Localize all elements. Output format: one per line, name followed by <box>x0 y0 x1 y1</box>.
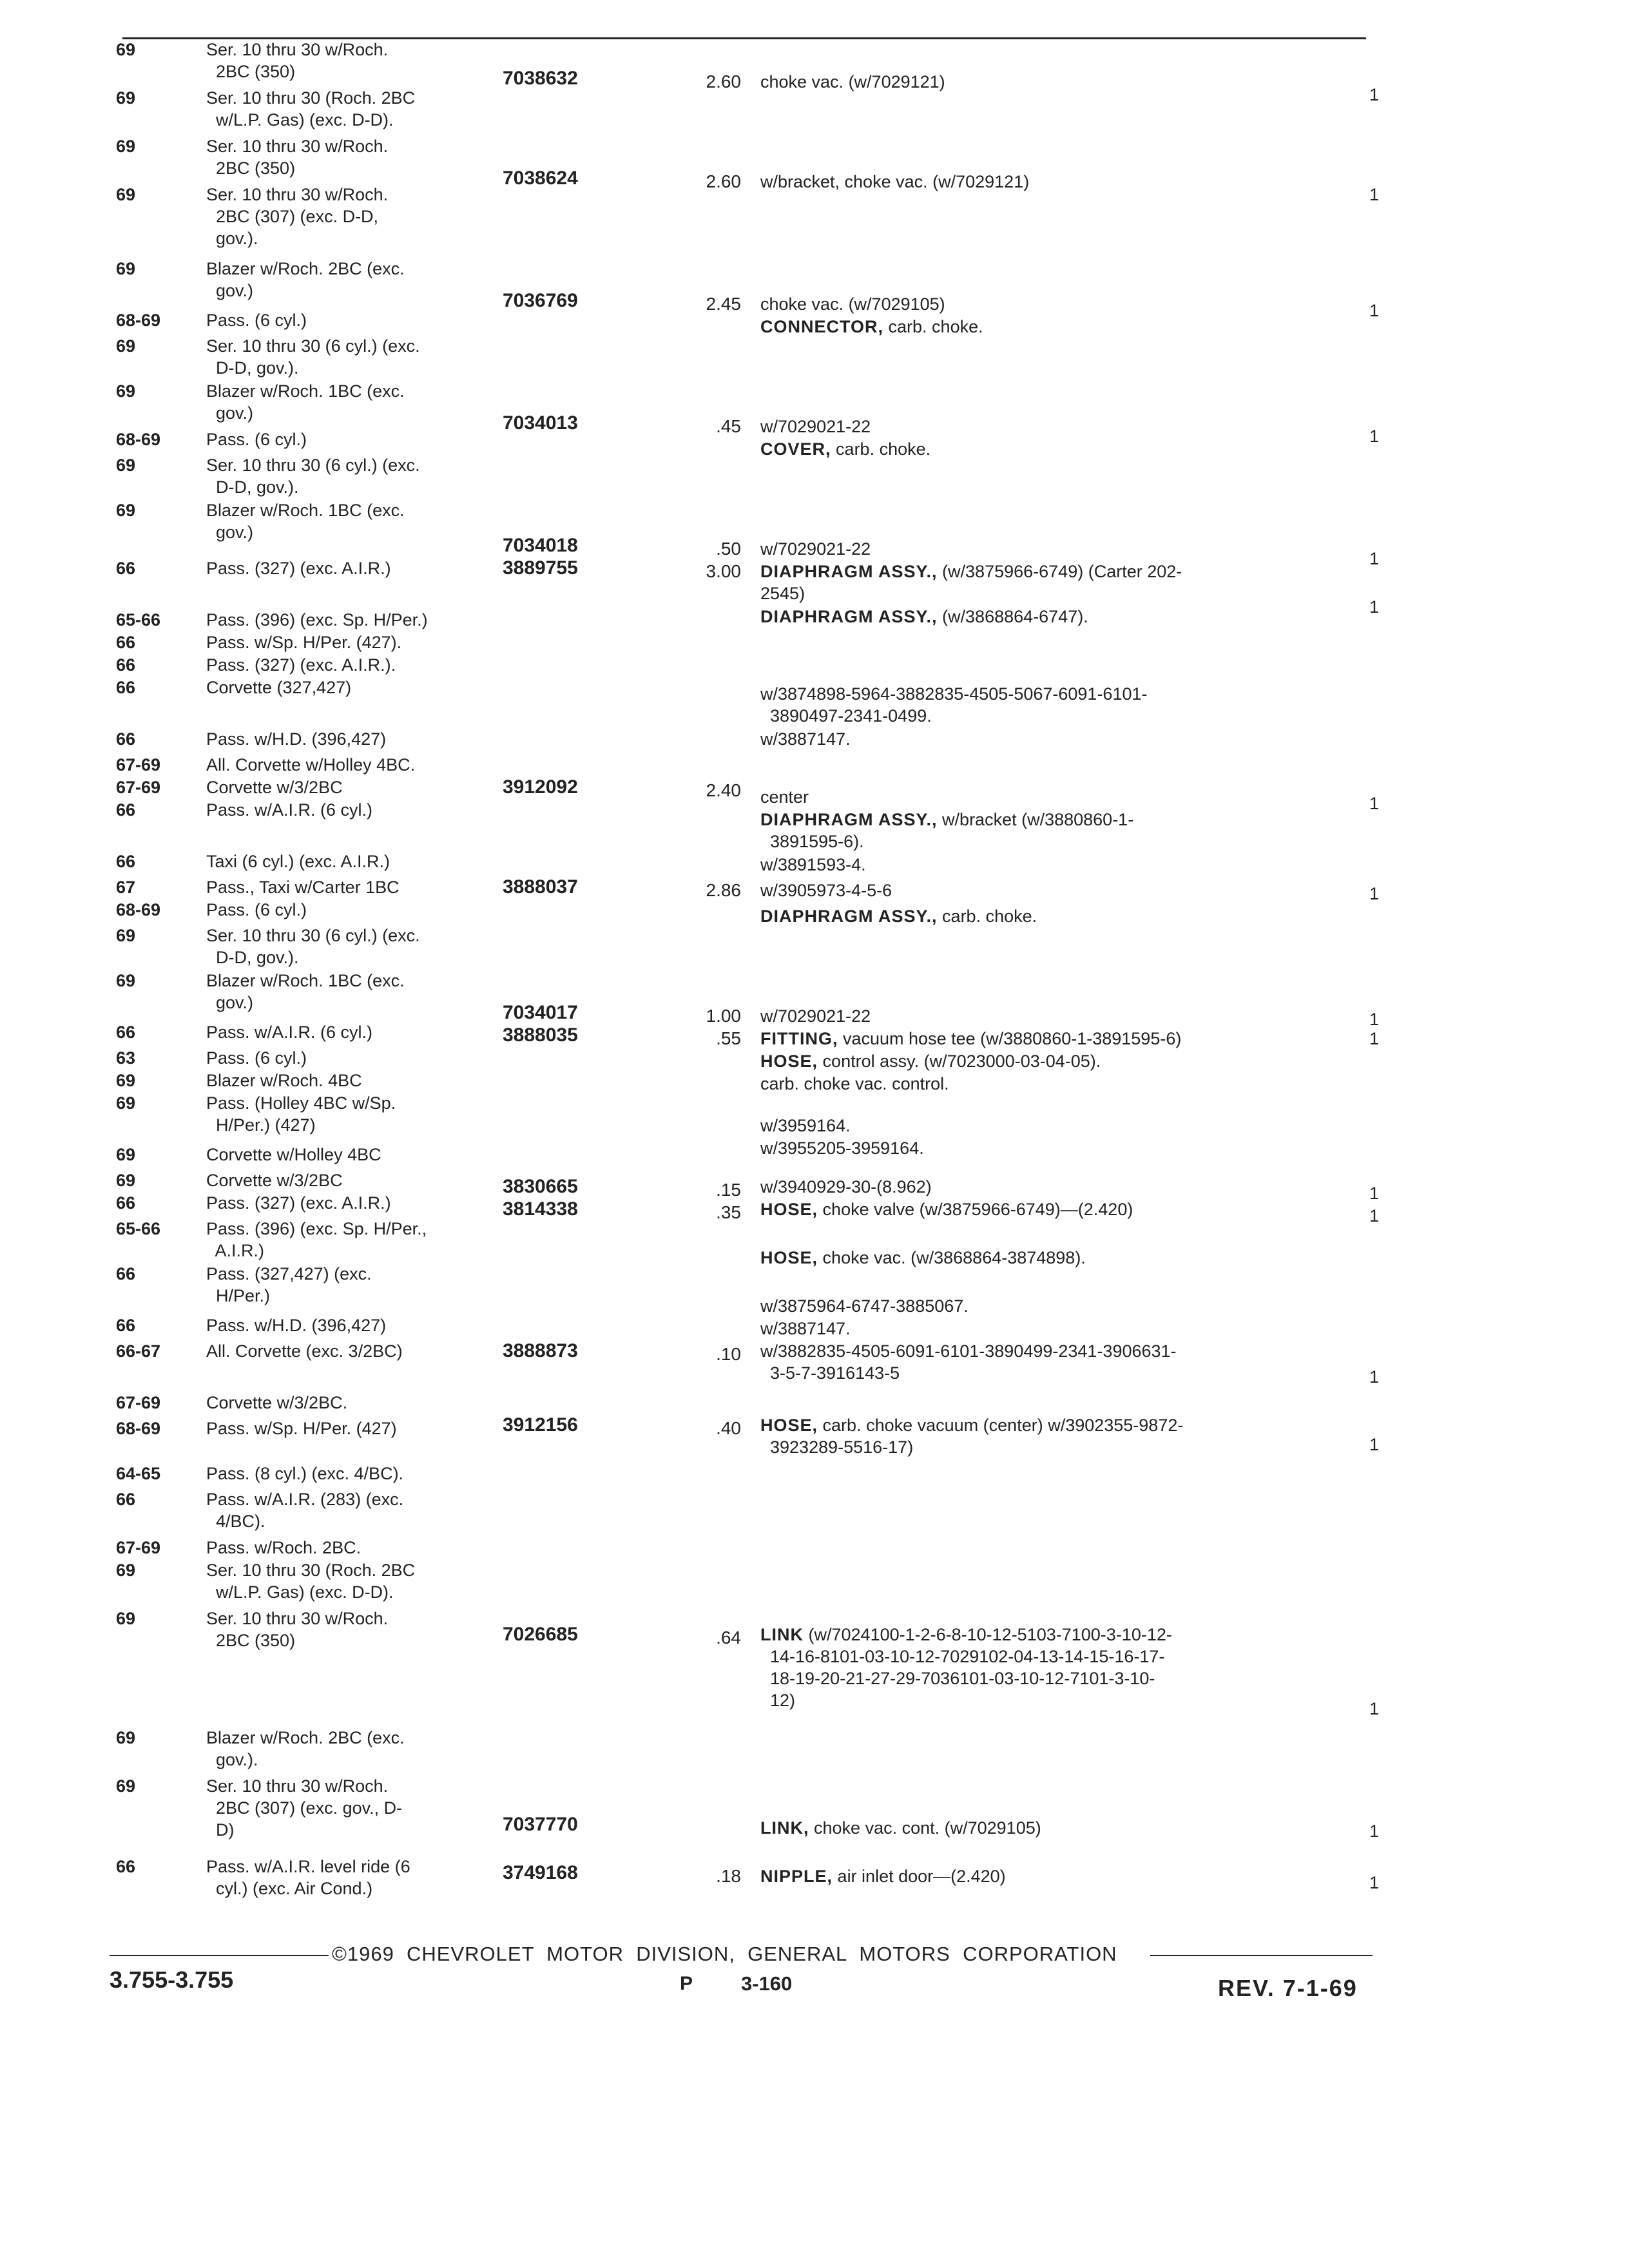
quantity: 1 <box>1369 549 1379 568</box>
application-text: Pass. (327) (exc. A.I.R.) <box>206 559 391 578</box>
description-text: w/3955205-3959164. <box>760 1139 924 1158</box>
part-number: 7036769 <box>503 290 578 311</box>
description-text: choke vac. (w/7029121) <box>760 72 945 91</box>
description-text: vacuum hose tee (w/3880860-1-3891595-6) <box>843 1029 1182 1048</box>
part-description <box>760 1624 1353 1711</box>
application-text: Blazer w/Roch. 2BC (exc. gov.). <box>206 1728 405 1769</box>
part-number: 3749168 <box>503 1862 578 1883</box>
list-price: .55 <box>716 1028 741 1048</box>
part-name: NIPPLE, <box>760 1867 833 1886</box>
model-year: 66 <box>116 655 136 675</box>
application-text: Pass. (6 cyl.) <box>206 430 307 449</box>
description-text: choke valve (w/3875966-6749)—(2.420) <box>822 1200 1133 1219</box>
application-text: Ser. 10 thru 30 (6 cyl.) (exc. D-D, gov.). <box>206 926 420 967</box>
footer-copyright: ©1969 CHEVROLET MOTOR DIVISION, GENERAL MOTORS CORPORATION <box>332 1943 1117 1965</box>
part-number: 3888035 <box>503 1024 578 1046</box>
model-year: 67-69 <box>116 755 161 774</box>
part-description <box>760 1414 1353 1458</box>
list-price: 1.00 <box>706 1006 741 1026</box>
part-number: 7034018 <box>503 535 578 556</box>
application-text: Blazer w/Roch. 1BC (exc. gov.) <box>206 501 405 542</box>
application-text: Blazer w/Roch. 1BC (exc. gov.) <box>206 381 405 423</box>
application-text: Pass. (Holley 4BC w/Sp. H/Per.) (427) <box>206 1093 396 1135</box>
application-text: Pass. (8 cyl.) (exc. 4/BC). <box>206 1464 404 1483</box>
quantity: 1 <box>1369 85 1379 104</box>
list-price: .35 <box>716 1202 741 1222</box>
quantity: 1 <box>1369 1029 1379 1048</box>
model-year: 69 <box>116 88 136 108</box>
part-description <box>760 683 1353 727</box>
quantity: 1 <box>1369 1206 1379 1225</box>
quantity: 1 <box>1369 1435 1379 1454</box>
part-description <box>760 1005 1353 1027</box>
part-description <box>760 1865 1353 1887</box>
quantity: 1 <box>1369 1010 1379 1029</box>
list-price: 2.60 <box>706 171 741 191</box>
part-name: COVER, <box>760 439 831 459</box>
model-year: 64-65 <box>116 1464 161 1483</box>
list-price: .45 <box>716 416 741 436</box>
part-description <box>760 1340 1353 1384</box>
page-letter: P <box>680 1973 693 1994</box>
part-name: CONNECTOR, <box>760 317 884 336</box>
description-text: w/bracket (w/3880860-1- 3891595-6). <box>770 810 1134 851</box>
model-year: 66 <box>116 1023 136 1042</box>
model-year: 66 <box>116 800 136 820</box>
list-price: 3.00 <box>706 561 741 581</box>
application-text: Pass., Taxi w/Carter 1BC <box>206 878 400 897</box>
model-year: 69 <box>116 137 136 156</box>
list-price: .18 <box>716 1866 741 1886</box>
list-price: 2.60 <box>706 72 741 91</box>
part-number: 3814338 <box>503 1198 578 1220</box>
quantity: 1 <box>1369 794 1379 813</box>
model-year: 66 <box>116 1193 136 1213</box>
application-text: All. Corvette w/Holley 4BC. <box>206 755 416 774</box>
model-year: 68-69 <box>116 1419 161 1438</box>
description-text: w/3959164. <box>760 1116 851 1135</box>
part-description <box>760 1028 1353 1050</box>
part-description <box>760 1050 1353 1072</box>
quantity: 1 <box>1369 185 1379 204</box>
quantity: 1 <box>1369 301 1379 320</box>
model-year: 69 <box>116 1776 136 1796</box>
list-price: .15 <box>716 1180 741 1200</box>
model-year: 69 <box>116 40 136 59</box>
model-year: 65-66 <box>116 610 161 629</box>
model-year: 66 <box>116 852 136 871</box>
group-number: 3.755-3.755 <box>110 1966 234 1993</box>
list-price: .64 <box>716 1628 741 1648</box>
application-text: Ser. 10 thru 30 (Roch. 2BC w/L.P. Gas) (exc. D-D). <box>206 88 416 130</box>
page-number: 3-160 <box>741 1972 793 1995</box>
part-name: HOSE, <box>760 1052 818 1071</box>
list-price: .40 <box>716 1418 741 1438</box>
model-year: 66 <box>116 633 136 652</box>
part-description <box>760 854 1353 876</box>
part-description <box>760 809 1353 852</box>
application-text: Ser. 10 thru 30 (6 cyl.) (exc. D-D, gov.). <box>206 456 420 497</box>
application-text: Ser. 10 thru 30 (6 cyl.) (exc. D-D, gov.). <box>206 336 420 378</box>
model-year: 66 <box>116 678 136 697</box>
list-price: .50 <box>716 539 741 559</box>
model-year: 68-69 <box>116 900 161 919</box>
description-text: w/7029021-22 <box>760 417 871 436</box>
description-text: carb. choke vac. control. <box>760 1074 949 1093</box>
part-description <box>760 1137 1353 1159</box>
model-year: 69 <box>116 381 136 401</box>
description-text: w/3891593-4. <box>760 855 866 874</box>
application-text: Ser. 10 thru 30 w/Roch. 2BC (307) (exc. gov., D- D) <box>206 1776 403 1840</box>
model-year: 68-69 <box>116 311 161 330</box>
part-description <box>760 1115 1353 1137</box>
description-text: control assy. (w/7023000-03-04-05). <box>822 1052 1101 1071</box>
model-year: 69 <box>116 1071 136 1090</box>
quantity: 1 <box>1369 597 1379 617</box>
part-name: HOSE, <box>760 1248 818 1267</box>
part-description <box>760 1318 1353 1340</box>
application-text: Ser. 10 thru 30 (Roch. 2BC w/L.P. Gas) (exc. D-D). <box>206 1561 416 1602</box>
part-number: 3888873 <box>503 1340 578 1361</box>
model-year: 68-69 <box>116 430 161 449</box>
quantity: 1 <box>1369 427 1379 446</box>
part-name: LINK, <box>760 1818 809 1838</box>
quantity: 1 <box>1369 1367 1379 1387</box>
part-number: 3888037 <box>503 876 578 898</box>
description-text: (w/3875966-6749) (Carter 202- 2545) <box>760 562 1182 603</box>
part-number: 7034017 <box>503 1002 578 1023</box>
part-number: 3912156 <box>503 1414 578 1436</box>
application-text: Pass. (327) (exc. A.I.R.). <box>206 655 396 675</box>
part-description <box>760 293 1353 315</box>
application-text: Pass. w/Sp. H/Per. (427). <box>206 633 402 652</box>
quantity: 1 <box>1369 1821 1379 1841</box>
description-text: (w/7024100-1-2-6-8-10-12-5103-7100-3-10-12- 14-16-8101-03-10-12-7029102-04-13-14-15-16-17- 18-19-20-21-27-29-7036101-03-10-12-7101-3-10- 12) <box>770 1625 1172 1710</box>
part-description <box>760 416 1353 437</box>
list-price: 2.40 <box>706 780 741 800</box>
application-text: Blazer w/Roch. 4BC <box>206 1071 362 1090</box>
application-text: Pass. w/A.I.R. level ride (6 cyl.) (exc. Air Cond.) <box>206 1857 410 1898</box>
application-text: Pass. (327) (exc. A.I.R.) <box>206 1193 391 1213</box>
list-price: 2.86 <box>706 880 741 900</box>
quantity: 1 <box>1369 884 1379 903</box>
model-year: 66 <box>116 1490 136 1509</box>
part-number: 7038632 <box>503 68 578 89</box>
part-description <box>760 538 1353 560</box>
description-text: w/3887147. <box>760 1319 851 1338</box>
application-text: Pass. (327,427) (exc. H/Per.) <box>206 1264 372 1305</box>
application-text: Pass. (6 cyl.) <box>206 1048 307 1068</box>
model-year: 66 <box>116 1264 136 1283</box>
part-description <box>760 728 1353 750</box>
model-year: 66 <box>116 729 136 749</box>
part-description <box>760 561 1353 604</box>
application-text: Pass. (6 cyl.) <box>206 311 307 330</box>
description-text: w/3887147. <box>760 729 851 749</box>
description-text: w/7029021-22 <box>760 1006 871 1026</box>
model-year: 67 <box>116 878 136 897</box>
footer-rule-right <box>1150 1955 1373 1956</box>
part-description <box>760 71 1353 93</box>
part-description <box>760 879 1353 901</box>
model-year: 63 <box>116 1048 136 1068</box>
description-text: w/3874898-5964-3882835-4505-5067-6091-6101- 3890497-2341-0499. <box>760 684 1148 726</box>
application-text: Corvette w/3/2BC. <box>206 1393 348 1412</box>
part-description <box>760 1176 1353 1198</box>
part-name: DIAPHRAGM ASSY., <box>760 907 938 926</box>
model-year: 69 <box>116 1093 136 1113</box>
description-text: center <box>760 787 809 807</box>
model-year: 69 <box>116 259 136 278</box>
part-name: DIAPHRAGM ASSY., <box>760 607 938 626</box>
part-number: 7034013 <box>503 412 578 434</box>
part-name: FITTING, <box>760 1029 838 1048</box>
part-number: 3912092 <box>503 776 578 798</box>
application-text: Pass. (396) (exc. Sp. H/Per., A.I.R.) <box>206 1219 427 1260</box>
application-text: Blazer w/Roch. 2BC (exc. gov.) <box>206 259 405 300</box>
part-description <box>760 1817 1353 1839</box>
part-number: 7026685 <box>503 1624 578 1645</box>
description-text: carb. choke. <box>942 907 1037 926</box>
model-year: 69 <box>116 185 136 204</box>
description-text: w/3875964-6747-3885067. <box>760 1296 969 1316</box>
model-year: 69 <box>116 336 136 356</box>
model-year: 66 <box>116 1316 136 1335</box>
description-text: choke vac. cont. (w/7029105) <box>814 1818 1041 1838</box>
description-text: w/7029021-22 <box>760 539 871 559</box>
part-description <box>760 1247 1353 1269</box>
application-text: Ser. 10 thru 30 w/Roch. 2BC (350) <box>206 137 389 178</box>
description-text: carb. choke. <box>888 317 983 336</box>
quantity: 1 <box>1369 1699 1379 1718</box>
model-year: 69 <box>116 1171 136 1190</box>
application-text: Corvette (327,427) <box>206 678 352 697</box>
part-name: HOSE, <box>760 1416 818 1435</box>
application-text: Pass. (396) (exc. Sp. H/Per.) <box>206 610 428 629</box>
application-text: Pass. w/Roch. 2BC. <box>206 1538 361 1557</box>
model-year: 67-69 <box>116 1538 161 1557</box>
model-year: 66-67 <box>116 1341 161 1361</box>
application-text: Taxi (6 cyl.) (exc. A.I.R.) <box>206 852 390 871</box>
application-text: Pass. w/A.I.R. (283) (exc. 4/BC). <box>206 1490 404 1531</box>
application-text: Ser. 10 thru 30 w/Roch. 2BC (350) <box>206 1609 389 1650</box>
list-price: 2.45 <box>706 294 741 314</box>
part-name: HOSE, <box>760 1200 818 1219</box>
model-year: 67-69 <box>116 1393 161 1412</box>
description-text: w/bracket, choke vac. (w/7029121) <box>760 172 1030 191</box>
list-price: .10 <box>716 1344 741 1364</box>
part-number: 7038624 <box>503 168 578 189</box>
description-text: w/3905973-4-5-6 <box>760 881 892 900</box>
application-text: Corvette w/Holley 4BC <box>206 1145 381 1164</box>
part-name: DIAPHRAGM ASSY., <box>760 562 938 581</box>
model-year: 69 <box>116 1561 136 1580</box>
footer-rule-left <box>110 1955 329 1956</box>
application-text: Pass. w/H.D. (396,427) <box>206 729 387 749</box>
application-text: Corvette w/3/2BC <box>206 778 343 797</box>
part-number: 3889755 <box>503 557 578 579</box>
description-text: carb. choke vacuum (center) w/3902355-9872- 3923289-5516-17) <box>770 1416 1184 1457</box>
description-text: w/3940929-30-(8.962) <box>760 1177 932 1196</box>
model-year: 67-69 <box>116 778 161 797</box>
model-year: 69 <box>116 1145 136 1164</box>
model-year: 66 <box>116 1857 136 1876</box>
description-text: (w/3868864-6747). <box>942 607 1088 626</box>
part-description <box>760 905 1353 927</box>
part-description <box>760 1198 1353 1220</box>
part-name: LINK <box>760 1625 804 1644</box>
description-text: carb. choke. <box>836 439 931 459</box>
model-year: 69 <box>116 456 136 475</box>
part-name: DIAPHRAGM ASSY., <box>760 810 938 829</box>
model-year: 69 <box>116 501 136 520</box>
application-text: Ser. 10 thru 30 w/Roch. 2BC (307) (exc. D-D, gov.). <box>206 185 389 248</box>
model-year: 69 <box>116 1728 136 1747</box>
part-number: 7037770 <box>503 1814 578 1835</box>
part-description <box>760 171 1353 193</box>
description-text: air inlet door—(2.420) <box>837 1867 1006 1886</box>
part-description <box>760 1073 1353 1095</box>
application-text: Pass. w/H.D. (396,427) <box>206 1316 387 1335</box>
model-year: 65-66 <box>116 1219 161 1238</box>
part-description <box>760 438 1353 460</box>
part-number: 3830665 <box>503 1176 578 1197</box>
part-description <box>760 786 1353 808</box>
application-text: Pass. w/A.I.R. (6 cyl.) <box>206 800 373 820</box>
application-text: Ser. 10 thru 30 w/Roch. 2BC (350) <box>206 40 389 81</box>
quantity: 1 <box>1369 1873 1379 1892</box>
description-text: choke vac. (w/7029105) <box>760 294 945 314</box>
description-text: choke vac. (w/3868864-3874898). <box>822 1248 1086 1267</box>
part-description <box>760 316 1353 338</box>
model-year: 69 <box>116 1609 136 1628</box>
application-text: Corvette w/3/2BC <box>206 1171 343 1190</box>
model-year: 66 <box>116 559 136 578</box>
model-year: 69 <box>116 926 136 945</box>
model-year: 69 <box>116 971 136 990</box>
part-description <box>760 1295 1353 1317</box>
application-text: All. Corvette (exc. 3/2BC) <box>206 1341 403 1361</box>
revision-date: REV. 7-1-69 <box>1218 1975 1358 2001</box>
application-text: Pass. w/Sp. H/Per. (427) <box>206 1419 397 1438</box>
application-text: Blazer w/Roch. 1BC (exc. gov.) <box>206 971 405 1012</box>
description-text: w/3882835-4505-6091-6101-3890499-2341-3906631- 3-5-7-3916143-5 <box>760 1341 1177 1383</box>
part-description <box>760 606 1353 628</box>
application-text: Pass. w/A.I.R. (6 cyl.) <box>206 1023 373 1042</box>
quantity: 1 <box>1369 1184 1379 1203</box>
application-text: Pass. (6 cyl.) <box>206 900 307 919</box>
